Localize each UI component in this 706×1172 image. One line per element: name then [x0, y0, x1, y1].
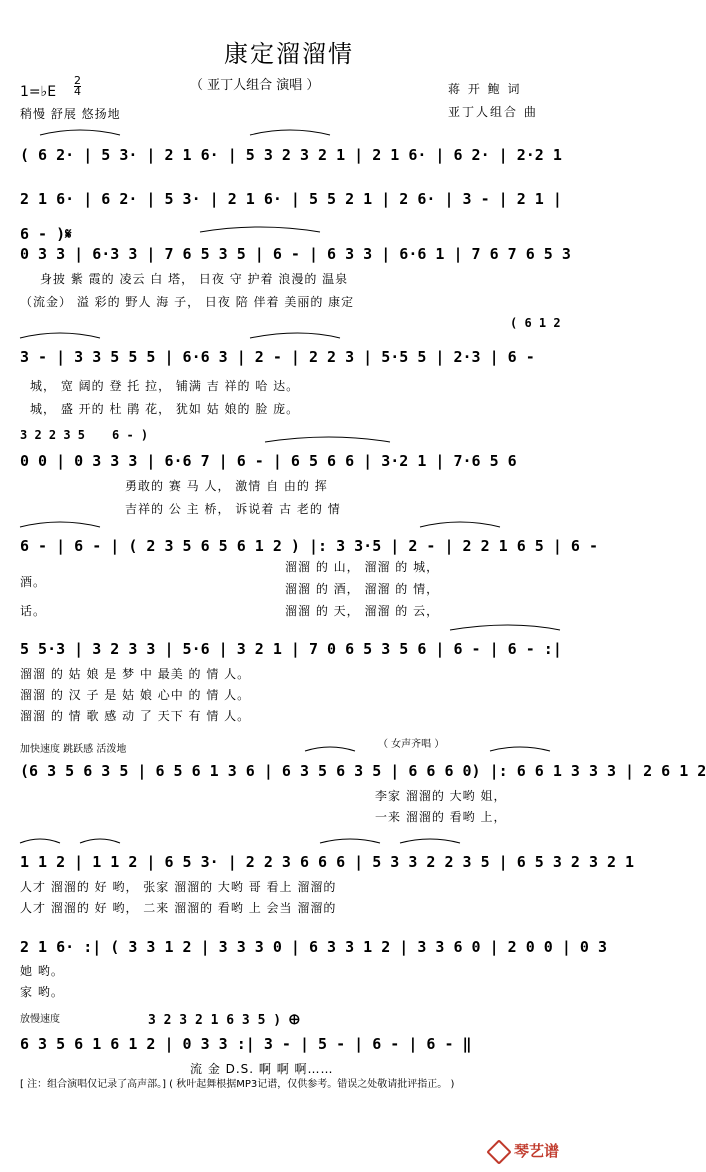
slur-arc [420, 522, 500, 527]
lyric-line: 溜溜 的 天， 溜溜 的 云， [285, 604, 440, 618]
notation-line: 6 - )𝄋 [20, 225, 72, 243]
song-title: 康定溜溜情 [224, 40, 354, 68]
slur-arc [320, 839, 380, 843]
slur-arc [265, 437, 390, 442]
notation-line: 5 5·3 | 3 2 3 3 | 5·6 | 3 2 1 | 7 0 6 5 3 5 6 | 6 - | 6 - :| [20, 640, 562, 658]
logo-text: 琴艺谱 [514, 1142, 560, 1160]
lyric-line: 勇敢的 赛 马 人， 激情 自 由的 挥 [125, 479, 328, 493]
lyric-line: 人才 溜溜的 好 哟， 张家 溜溜的 大哟 哥 看上 溜溜的 [20, 880, 337, 894]
key-signature: 1=♭E [20, 84, 57, 100]
notation-line: 6 - | 6 - | ( 2 3 5 6 5 6 1 2 ) |: 3 3·5 | 2 - | 2 2 1 6 5 | 6 - [20, 537, 598, 555]
lyric-line: 人才 溜溜的 好 哟， 二来 溜溜的 看哟 上 会当 溜溜的 [20, 901, 337, 915]
lyric-line: 城， 宽 阔的 登 托 拉， 铺满 吉 祥的 哈 达。 [30, 379, 300, 393]
notation-line: 2 1 6· :| ( 3 3 1 2 | 3 3 3 0 | 6 3 3 1 2 | 3 3 6 0 | 2 0 0 | 0 3 [20, 938, 607, 956]
slur-arc [305, 747, 355, 751]
lyric-line: 流 金 D.S. 啊 啊 啊…… [190, 1062, 334, 1076]
notation-line: 1 1 2 | 1 1 2 | 6 5 3· | 2 2 3 6 6 6 | 5 3 3 2 2 3 5 | 6 5 3 2 3 2 1 [20, 853, 635, 871]
slur-arc [40, 130, 120, 135]
intro-extra-notes: ( 6 1 2 [510, 316, 561, 330]
slur-arc [250, 333, 340, 338]
tempo-marking: 稍慢 舒展 悠扬地 [20, 107, 121, 121]
slur-arc [20, 839, 60, 843]
slur-arc [250, 130, 330, 135]
slur-arc [20, 522, 100, 527]
lyric-line: （流金） 溢 彩的 野人 海 子， 日夜 陪 伴着 美丽的 康定 [20, 295, 355, 309]
lyric-line: 溜溜 的 山， 溜溜 的 城， [285, 560, 440, 574]
composer-credit: 亚丁人组合 曲 [448, 105, 538, 119]
lyricist-credit: 蒋 开 鲍 词 [448, 82, 522, 96]
slow-down-annotation: 放慢速度 [20, 1014, 60, 1025]
lyric-line: 溜溜 的 酒， 溜溜 的 情， [285, 582, 440, 596]
notation-line: 0 3 3 | 6·3 3 | 7 6 5 3 5 | 6 - | 6 3 3 | 6·6 1 | 7 6 7 6 5 3 [20, 245, 571, 263]
speed-up-annotation: 加快速度 跳跃感 活泼地 [20, 744, 127, 755]
meter-top: 2 [74, 74, 81, 87]
female-chorus-annotation: （ 女声齐唱 ） [378, 739, 445, 750]
footer-note: [ 注：组合演唱仅记录了高声部。] ( 秋叶起舞根据MP3记谱，仅供参考。错误之处敬请批评指正。 ) [20, 1079, 455, 1090]
pickup-notes: 3 2 2 3 5 [20, 428, 86, 442]
lyric-line: 李家 溜溜的 大哟 姐， [375, 789, 507, 803]
meter-bottom: 4 [74, 85, 81, 98]
rest-notes: 6 - ) [112, 428, 149, 442]
lyric-line: 吉祥的 公 主 桥， 诉说着 古 老的 情 [125, 502, 341, 516]
slur-arc [450, 625, 560, 630]
lyric-line: 溜溜 的 汉 子 是 姑 娘 心中 的 情 人。 [20, 688, 251, 702]
lyric-line: 家 哟。 [20, 985, 64, 999]
slur-arc [80, 839, 120, 843]
notation-line: ( 6 2· | 5 3· | 2 1 6· | 5 3 2 3 2 1 | 2 1 6· | 6 2· | 2·2 1 [20, 146, 562, 164]
lyric-line: 话。 [20, 604, 47, 618]
notation-line: 3 - | 3 3 5 5 5 | 6·6 3 | 2 - | 2 2 3 | 5·5 5 | 2·3 | 6 - [20, 348, 535, 366]
lyric-line: 城， 盛 开的 杜 鹃 花， 犹如 姑 娘的 脸 庞。 [30, 402, 300, 416]
lyric-line: 她 哟。 [20, 964, 64, 978]
lyric-line: 溜溜 的 情 歌 感 动 了 天下 有 情 人。 [20, 709, 251, 723]
slur-arc [490, 747, 550, 751]
performer-subtitle: （ 亚丁人组合 演唱 ） [190, 78, 320, 93]
lyric-line: 一来 溜溜的 看哟 上， [375, 810, 507, 824]
notation-line: (6 3 5 6 3 5 | 6 5 6 1 3 6 | 6 3 5 6 3 5 | 6 6 6 0) |: 6 6 1 3 3 3 | 2 6 1 2 [20, 762, 706, 780]
slur-arc [400, 839, 460, 843]
coda-notes: 3 2 3 2 1 6 3 5 ) 🜨 [148, 1013, 300, 1028]
notation-line: 6 3 5 6 1 6 1 2 | 0 3 3 :| 3 - | 5 - | 6 - | 6 - ‖ [20, 1035, 472, 1053]
lyric-line: 身披 紫 霞的 凌云 白 塔， 日夜 守 护着 浪漫的 温泉 [40, 272, 349, 286]
lyric-line: 溜溜 的 姑 娘 是 梦 中 最美 的 情 人。 [20, 667, 251, 681]
slur-arc [200, 227, 320, 232]
notation-line: 2 1 6· | 6 2· | 5 3· | 2 1 6· | 5 5 2 1 | 2 6· | 3 - | 2 1 | [20, 190, 562, 208]
slur-arc [20, 333, 100, 338]
lyric-line: 酒。 [20, 575, 47, 589]
notation-line: 0 0 | 0 3 3 3 | 6·6 7 | 6 - | 6 5 6 6 | 3·2 1 | 7·6 5 6 [20, 452, 517, 470]
